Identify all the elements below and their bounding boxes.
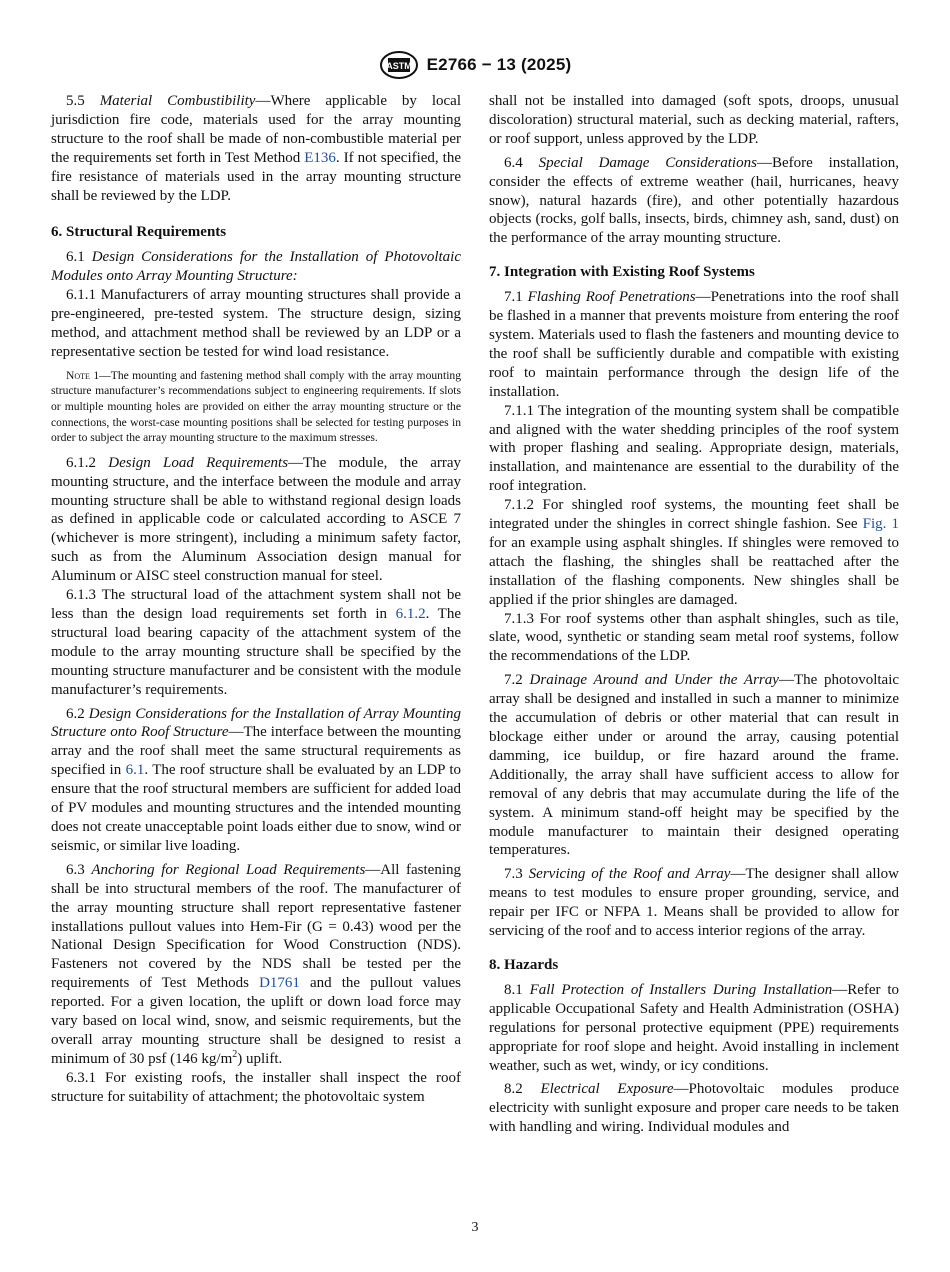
paragraph-6-1-3: 6.1.3 The structural load of the attachment system shall not be less than the design load requirements set forth in 6.1.2. The structural load bearing capacity of the attachment system of the module to the array mounting structure shall be specified by the mounting structure manufacturer and be consistent with the module manufacturer’s requirements. [51, 587, 461, 698]
note-1: Note 1—The mounting and fastening method shall comply with the array mounting structure manufacturer’s recommendations subject to engineering requirements. If slots or multiple mounting holes are provided on either the array mounting structure or the connections, the worst-case mounting positions shall be selected for testing purposes in order to subject the array mounting structure to the maximum stresses. [51, 368, 462, 445]
ref-e136-link[interactable]: E136 [304, 149, 336, 166]
left-column [51, 92, 461, 1107]
paragraph-6-1: 6.1 Design Considerations for the Installation of Photovoltaic Modules onto Array Mounting Structure: [51, 249, 461, 285]
section-7-heading: 7. Integration with Existing Roof Systems [489, 264, 755, 281]
paragraph-8-1: 8.1 Fall Protection of Installers During Installation—Refer to applicable Occupational Safety and Health Administration (OSHA) regulations for personal protective equipment (PPE) requirements appropriate for roof slope and height. Avoid installing in inclement weather, such as wet, windy, or icy conditions. [489, 981, 900, 1074]
paragraph-6-2: 6.2 Design Considerations for the Installation of Array Mounting Structure onto Roof Structure—The interface between the mounting array and the roof shall meet the same structural requirements as specified in 6.1. The roof structure shall be evaluated by an LDP to ensure that the roof structural members are sufficient for added load of PV modules and mounting structures and the intended mounting does not create unacceptable point loads either due to snow, wind or seismic, or similar live loading. [51, 705, 461, 854]
paragraph-6-1-1: 6.1.1 Manufacturers of array mounting structures shall provide a pre-engineered, pre-tested system. The structure design, sizing method, and attachment method shall be reviewed by an LDP or a representative section be tested for wind load resistance. [51, 287, 461, 360]
paragraph-6-3-1-continued: shall not be installed into damaged (soft spots, droops, unusual discoloration) structural material, such as decking material, rafters, or roof support, unless approved by the LDP. [489, 93, 899, 147]
paragraph-7-1-3: 7.1.3 For roof systems other than asphalt shingles, such as tile, slate, wood, synthetic or standing seam metal roof systems, follow the recommendations of the LDP. [489, 610, 899, 665]
logo-text: ASTM [385, 61, 412, 71]
paragraph-6-3-1: 6.3.1 For existing roofs, the installer shall inspect the roof structure for suitability of attachment; the photovoltaic system [51, 1069, 461, 1105]
section-6-heading: 6. Structural Requirements [51, 224, 227, 241]
right-column [489, 92, 899, 1137]
paragraph-6-1-2: 6.1.2 Design Load Requirements—The module, the array mounting structure, and the interface between the module and array mounting structure shall be able to withstand regional design loads as defined in applicable code or calculated according to ASCE 7 (whichever is more stringent), including a minimum safety factor, such as from the Aluminum Association design manual for Aluminum or AISC steel construction manual for steel. [51, 454, 462, 585]
paragraph-6-4: 6.4 Special Damage Considerations—Before installation, consider the effects of extreme weather (hail, hurricanes, heavy snow), natural hazards (fire), and other potentially hazardous objects (rocks, golf balls, insects, birds, chimney ash, sand, dust) on the performance of the array mounting structure. [489, 154, 899, 247]
document-designation: E2766 − 13 (2025) [426, 55, 572, 74]
page-number: 3 [471, 1220, 479, 1235]
paragraph-7-1-2: 7.1.2 For shingled roof systems, the mounting feet shall be integrated under the shingles in correct shingle fashion. See Fig. 1 for an example using asphalt shingles. If shingles were removed to attach the flashing, the shingles shall be reattached after the installation of the flashing components. New shingles shall be applied if the prior shingles are damaged. [489, 497, 899, 608]
ref-6-1-link[interactable]: 6.1 [125, 762, 145, 779]
ref-fig-1-link[interactable]: Fig. 1 [862, 516, 899, 533]
paragraph-7-1-1: 7.1.1 The integration of the mounting system shall be compatible and aligned with the water shedding principles of the roof system with proper flashing and sealing. Appropriate design, materials, installation, and maintenance are essential to the durability of the roof integration. [489, 402, 899, 495]
section-8-heading: 8. Hazards [489, 956, 559, 973]
page-header [0, 50, 950, 80]
paragraph-8-2: 8.2 Electrical Exposure—Photovoltaic modules produce electricity with sunlight exposure and proper care needs to be taken with handling and wiring. Individual modules and [489, 1081, 899, 1136]
ref-6-1-2-link[interactable]: 6.1.2 [395, 606, 426, 622]
paragraph-7-2: 7.2 Drainage Around and Under the Array—The photovoltaic array shall be designed and installed in such a manner to minimize the accumulation of debris or other material that can result in blockage either under or around the array, causing potential damming, ice buildup, or fire hazard around the frame. Additionally, the array shall have sufficient access to allow for removal of any debris that may accumulate during the life of the system. A minimum stand-off height may be specified by the module manufacturer to maintain their designed operating temperatures. [489, 672, 900, 859]
paragraph-7-1: 7.1 Flashing Roof Penetrations—Penetrations into the roof shall be flashed in a manner that prevents moisture from entering the roof system. Materials used to flash the fasteners and mounting device to the roof shall be sufficiently durable and compatible with existing roof to maintain performance through the design life of the installation. [489, 289, 899, 400]
paragraph-5-5: 5.5 Material Combustibility—Where applicable by local jurisdiction fire code, materials used for the array mounting structure to the roof shall be made of non-combustible material per the requirements set forth in Test Method E136. If not specified, the fire resistance of materials used in the array mounting structure shall be reviewed by the LDP. [51, 93, 461, 204]
ref-d1761-link[interactable]: D1761 [259, 975, 300, 992]
paragraph-6-3: 6.3 Anchoring for Regional Load Requirements—All fastening shall be into structural members of the roof. The manufacturer of the array mounting structure shall report representative fastener installations pullout values into Hem-Fir (G = 0.43) wood per the National Design Specification for Wood Construction (NDS). Fasteners not covered by the NDS shall be tested per the requirements of Test Methods D1761 and the pullout values reported. For a given location, the uplift or down load force may vary based on local wind, snow, and seismic requirements, but the overall array mounting structure shall be designed to resist a minimum of 30 psf (146 $kg/m^2$) uplift. [51, 861, 462, 1067]
paragraph-7-3: 7.3 Servicing of the Roof and Array—The designer shall allow means to test modules to ensure proper grounding, service, and repair per IFC or NFPA 1. Means shall be provided to allow for servicing of the roof and to access interior regions of the array. [489, 866, 899, 940]
astm-logo-icon [379, 50, 419, 80]
